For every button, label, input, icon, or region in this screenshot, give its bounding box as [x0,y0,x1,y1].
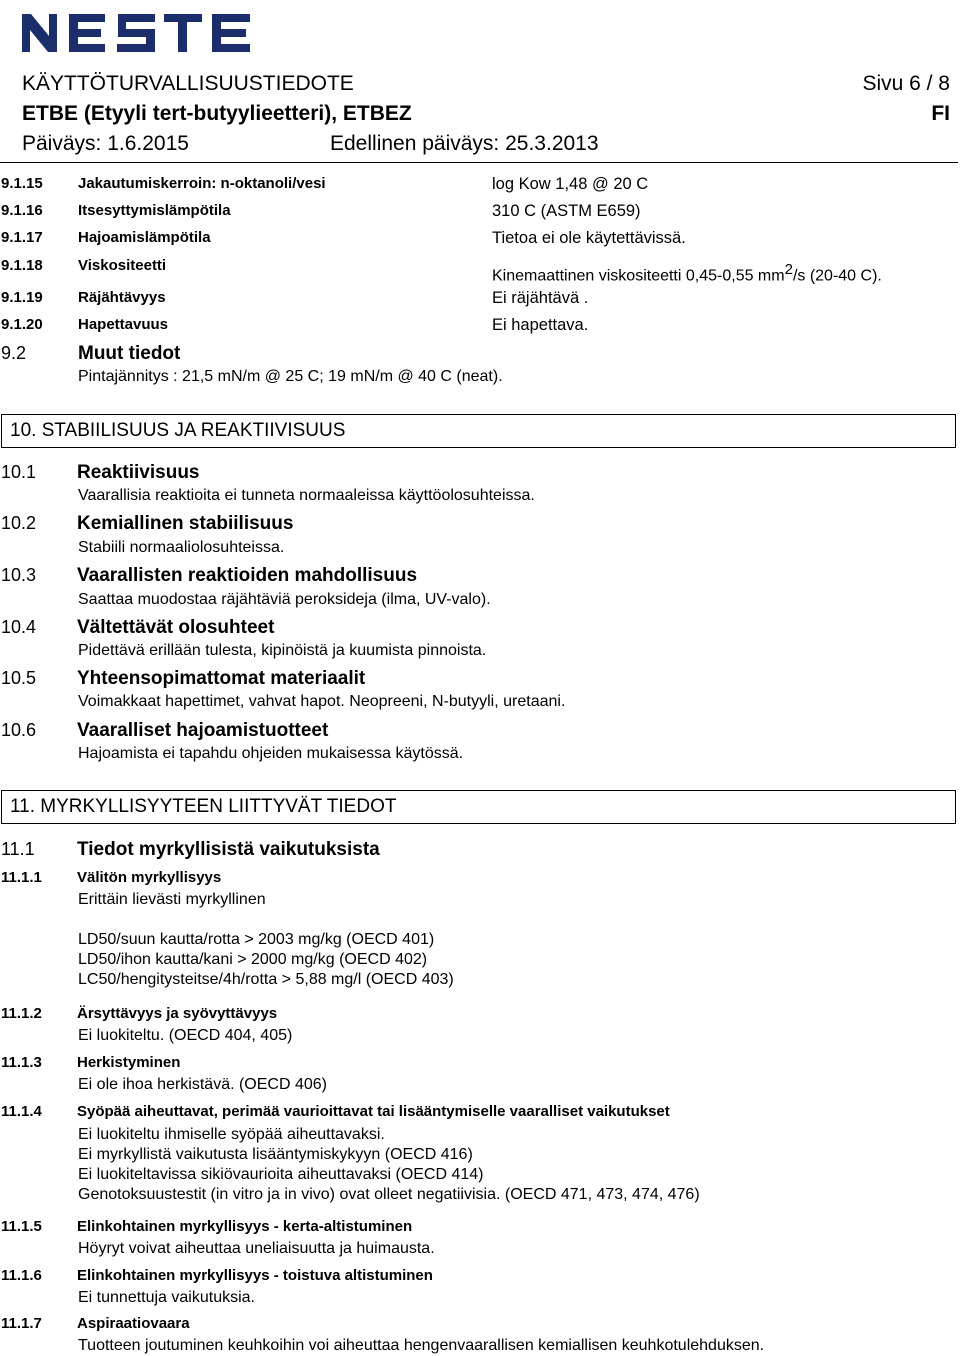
neste-logo [22,14,254,52]
property-label: Hajoamislämpötila [78,229,211,246]
issue-date: Päiväys: 1.6.2015 [22,132,189,155]
section-number: 9.2 [1,343,27,363]
property-value: log Kow 1,48 @ 20 C [492,175,649,193]
property-label: Räjähtävyys [78,289,166,306]
item-title: Aspiraatiovaara [77,1315,190,1332]
property-number: 9.1.16 [1,202,43,219]
header-divider [0,162,958,163]
item-line: Höyryt voivat aiheuttaa uneliaisuutta ja huimausta. [78,1240,435,1257]
subsection-text: Stabiili normaaliolosuhteissa. [78,539,285,556]
subsection-title: Vaaralliset hajoamistuotteet [77,720,329,741]
item-number: 11.1.1 [1,869,42,886]
item-line: Ei luokiteltu ihmiselle syöpää aiheuttavaksi. [78,1126,385,1143]
item-title: Syöpää aiheuttavat, perimää vaurioittavat tai lisääntymiselle vaaralliset vaikutukset [77,1103,670,1120]
item-number: 11.1.5 [1,1218,42,1235]
item-title: Ärsyttävyys ja syövyttävyys [77,1005,278,1022]
language-code: FI [931,102,950,125]
subsection-title: Yhteensopimattomat materiaalit [77,668,366,689]
property-label: Jakautumiskerroin: n-oktanoli/vesi [78,175,326,192]
item-line: Ei tunnettuja vaikutuksia. [78,1289,255,1306]
previous-date: Edellinen päiväys: 25.3.2013 [330,132,599,155]
property-label: Viskositeetti [78,257,167,274]
property-number: 9.1.19 [1,289,43,306]
property-number: 9.1.20 [1,316,43,333]
subsection-number: 10.4 [1,617,37,637]
property-value: Ei hapettava. [492,316,589,334]
subsection-number: 10.2 [1,513,37,533]
subsection-number: 10.5 [1,668,37,688]
item-number: 11.1.2 [1,1005,42,1022]
item-line: LC50/hengitysteitse/4h/rotta > 5,88 mg/l (OECD 403) [78,971,454,988]
property-value: Tietoa ei ole käytettävissä. [492,229,686,247]
property-number: 9.1.18 [1,257,43,274]
section-10-heading: 10. STABIILISUUS JA REAKTIIVISUUS [1,414,956,448]
item-title: Herkistyminen [77,1054,181,1071]
subsection-number: 11.1 [1,839,35,859]
subsection-title: Reaktiivisuus [77,462,200,483]
subsection-text: Hajoamista ei tapahdu ohjeiden mukaisessa käytössä. [78,745,464,762]
item-line: LD50/suun kautta/rotta > 2003 mg/kg (OECD 401) [78,931,435,948]
section-text: Pintajännitys : 21,5 mN/m @ 25 C; 19 mN/m @ 40 C (neat). [78,368,503,385]
item-title: Välitön myrkyllisyys [77,869,222,886]
property-number: 9.1.15 [1,175,43,192]
subsection-number: 10.3 [1,565,37,585]
document-type: KÄYTTÖTURVALLISUUSTIEDOTE [22,72,354,95]
item-number: 11.1.4 [1,1103,42,1120]
item-number: 11.1.6 [1,1267,42,1284]
subsection-title: Kemiallinen stabiilisuus [77,513,294,534]
subsection-title: Vaarallisten reaktioiden mahdollisuus [77,565,418,586]
item-line: Erittäin lievästi myrkyllinen [78,891,266,908]
item-line: Ei ole ihoa herkistävä. (OECD 406) [78,1076,327,1093]
item-number: 11.1.3 [1,1054,42,1071]
item-line: Tuotteen joutuminen keuhkoihin voi aiheuttaa hengenvaarallisen kemiallisen keuhkotulehduksen. [78,1337,765,1354]
item-line: Ei luokiteltu. (OECD 404, 405) [78,1027,293,1044]
property-value: 310 C (ASTM E659) [492,202,641,220]
subsection-text: Saattaa muodostaa räjähtäviä peroksideja (ilma, UV-valo). [78,591,491,608]
property-label: Hapettavuus [78,316,169,333]
item-line: Ei luokiteltavissa sikiövaurioita aiheuttavaksi (OECD 414) [78,1166,484,1183]
page-number: Sivu 6 / 8 [862,72,950,95]
product-name: ETBE (Etyyli tert-butyylieetteri), ETBEZ [22,102,412,125]
viscosity-value: Kinemaattinen viskositeetti 0,45-0,55 $mm^2/s$ (20-40 C). [492,261,882,285]
subsection-title: Vältettävät olosuhteet [77,617,275,638]
subsection-text: Pidettävä erillään tulesta, kipinöistä ja kuumista pinnoista. [78,642,487,659]
section-11-heading: 11. MYRKYLLISYYTEEN LIITTYVÄT TIEDOT [1,790,956,824]
item-line: Genotoksuustestit (in vitro ja in vivo) ovat olleet negatiivisia. (OECD 471, 473, 474, 476) [78,1186,700,1203]
item-number: 11.1.7 [1,1315,42,1332]
property-value: Ei räjähtävä . [492,289,589,307]
item-line: Ei myrkyllistä vaikutusta lisääntymiskykyyn (OECD 416) [78,1146,473,1163]
property-label: Itsesyttymislämpötila [78,202,231,219]
subsection-number: 10.1 [1,462,37,482]
property-number: 9.1.17 [1,229,43,246]
item-line: LD50/ihon kautta/kani > 2000 mg/kg (OECD 402) [78,951,428,968]
subsection-text: Vaarallisia reaktioita ei tunneta normaaleissa käyttöolosuhteissa. [78,487,535,504]
item-title: Elinkohtainen myrkyllisyys - toistuva altistuminen [77,1267,433,1284]
subsection-text: Voimakkaat hapettimet, vahvat hapot. Neopreeni, N-butyyli, uretaani. [78,693,566,710]
item-title: Elinkohtainen myrkyllisyys - kerta-altistuminen [77,1218,413,1235]
subsection-number: 10.6 [1,720,37,740]
section-title: Muut tiedot [78,343,181,364]
subsection-title: Tiedot myrkyllisistä vaikutuksista [77,839,380,860]
